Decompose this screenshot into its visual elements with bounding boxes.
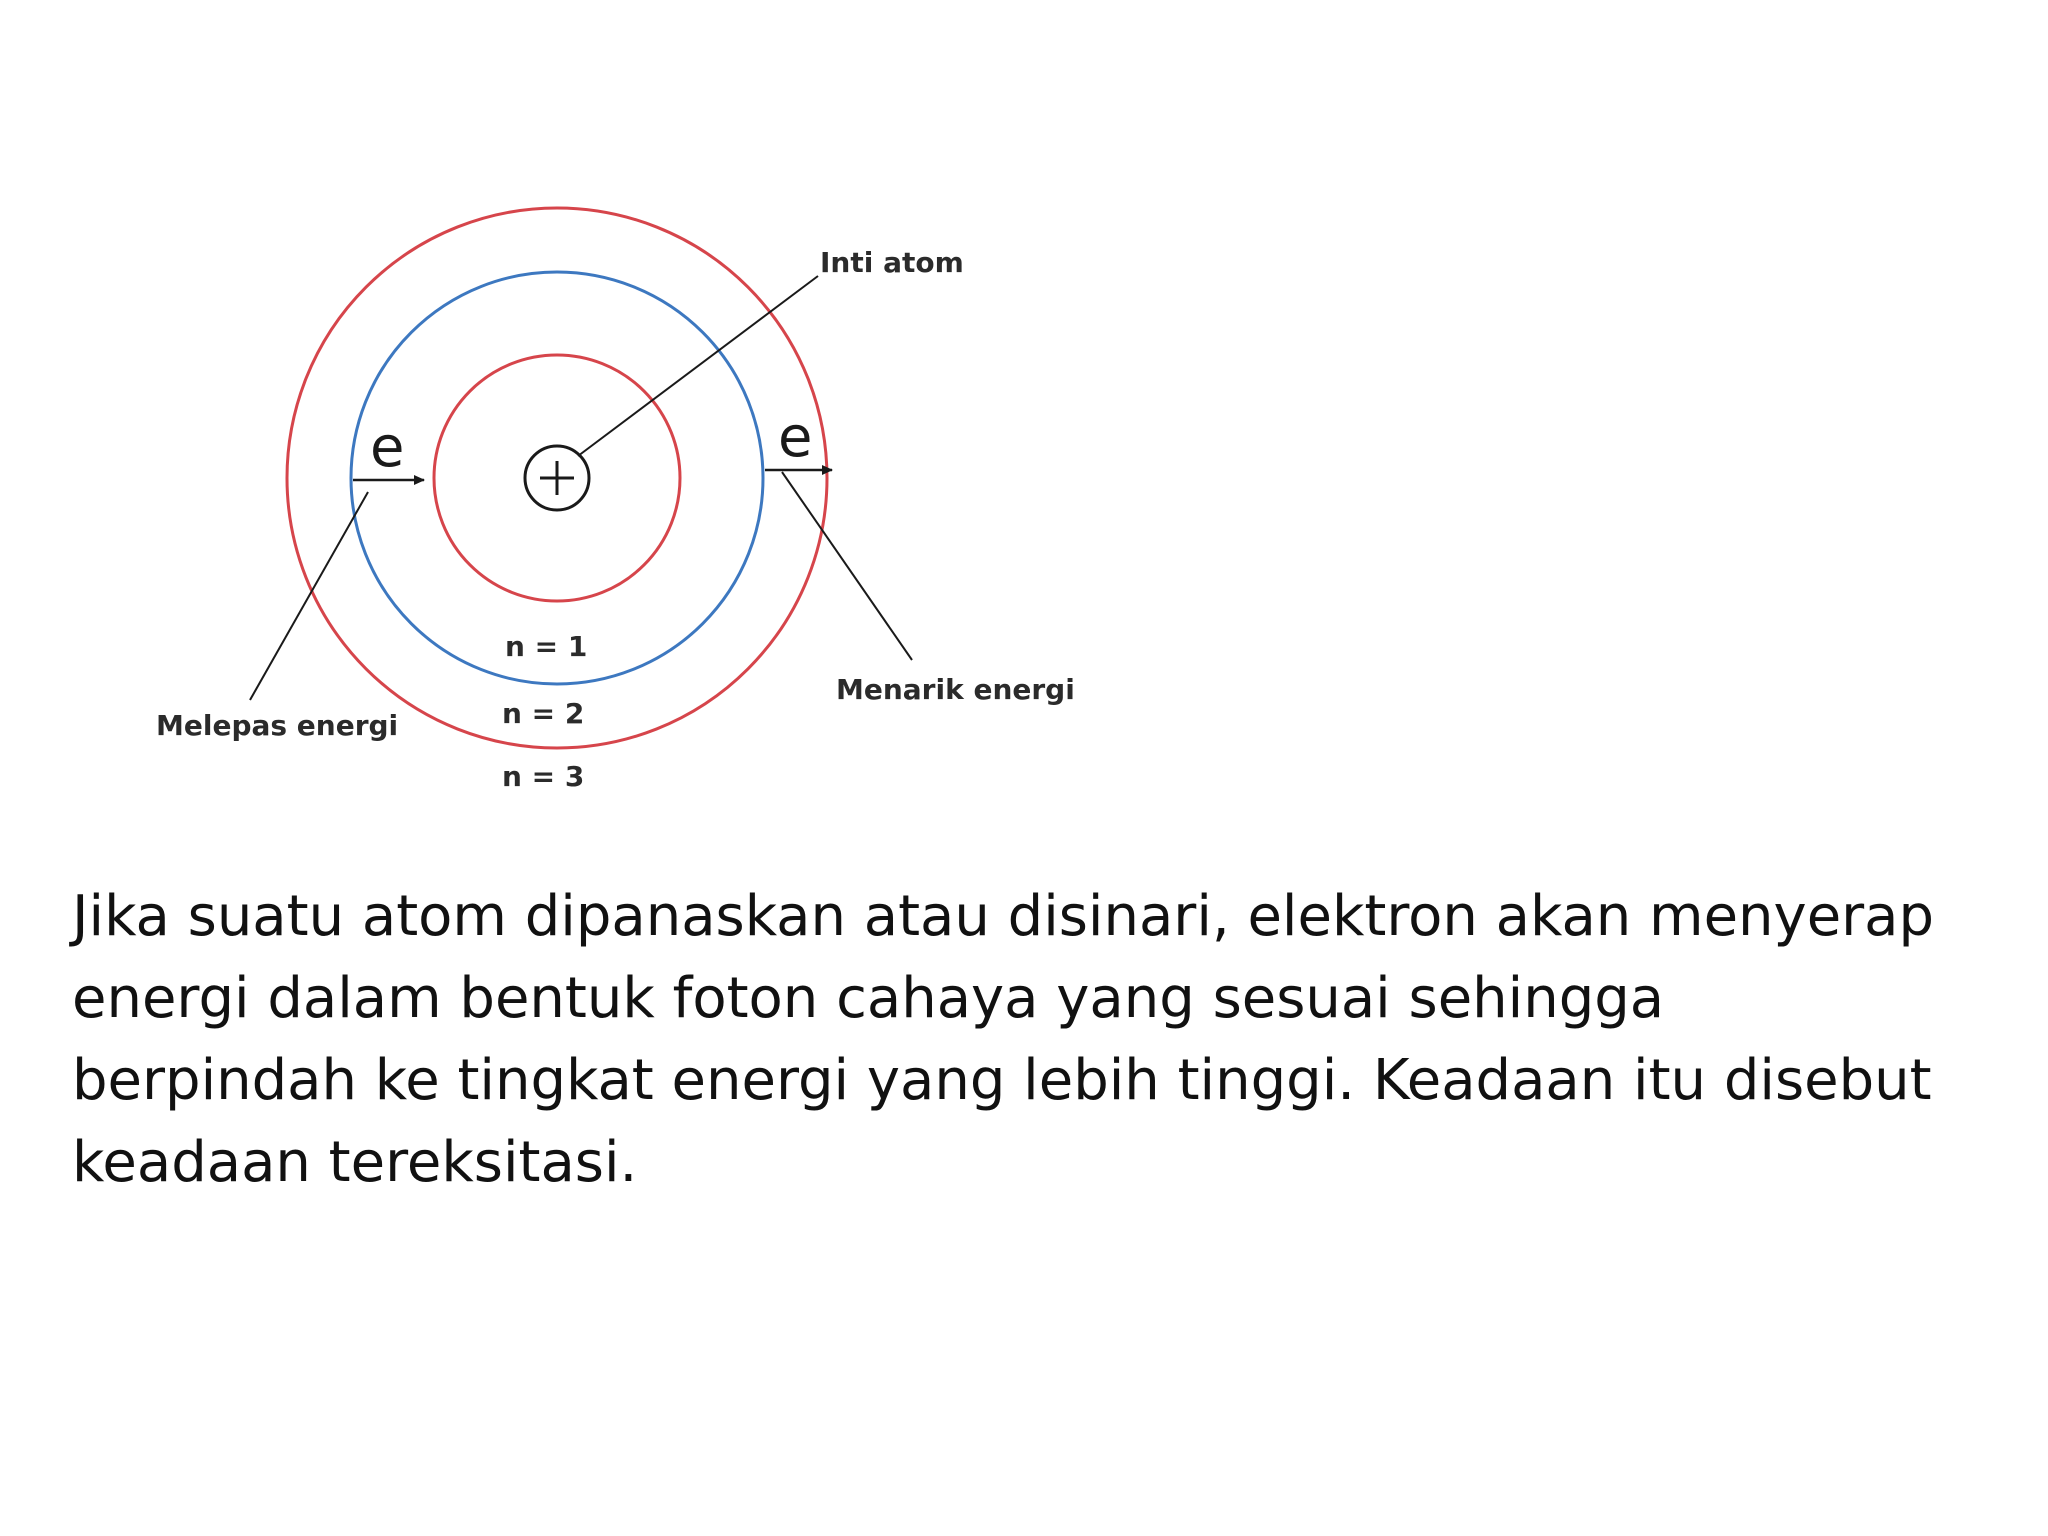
absorb-energy-label: Menarik energi — [836, 673, 1075, 706]
caption-line-4: keadaan tereksitasi. — [72, 1130, 638, 1195]
electron-left-label: e — [370, 415, 405, 480]
shell-label-n1: n = 1 — [505, 630, 588, 663]
release-leader-line — [250, 492, 368, 700]
caption-paragraph — [72, 876, 1992, 1204]
nucleus-label: Inti atom — [820, 246, 964, 279]
bohr-atom-diagram — [0, 0, 1100, 830]
absorb-leader-line — [782, 472, 912, 660]
caption-line-1: Jika suatu atom dipanaskan atau disinari, elektron akan menyerap — [72, 884, 1935, 949]
shell-label-n3: n = 3 — [502, 760, 585, 793]
caption-line-2: energi dalam bentuk foton cahaya yang sesuai sehingga — [72, 966, 1665, 1031]
electron-right-label: e — [778, 405, 813, 470]
shell-label-n2: n = 2 — [502, 697, 585, 730]
release-energy-label: Melepas energi — [156, 709, 399, 742]
caption-line-3: berpindah ke tingkat energi yang lebih tinggi. Keadaan itu disebut — [72, 1048, 1932, 1113]
